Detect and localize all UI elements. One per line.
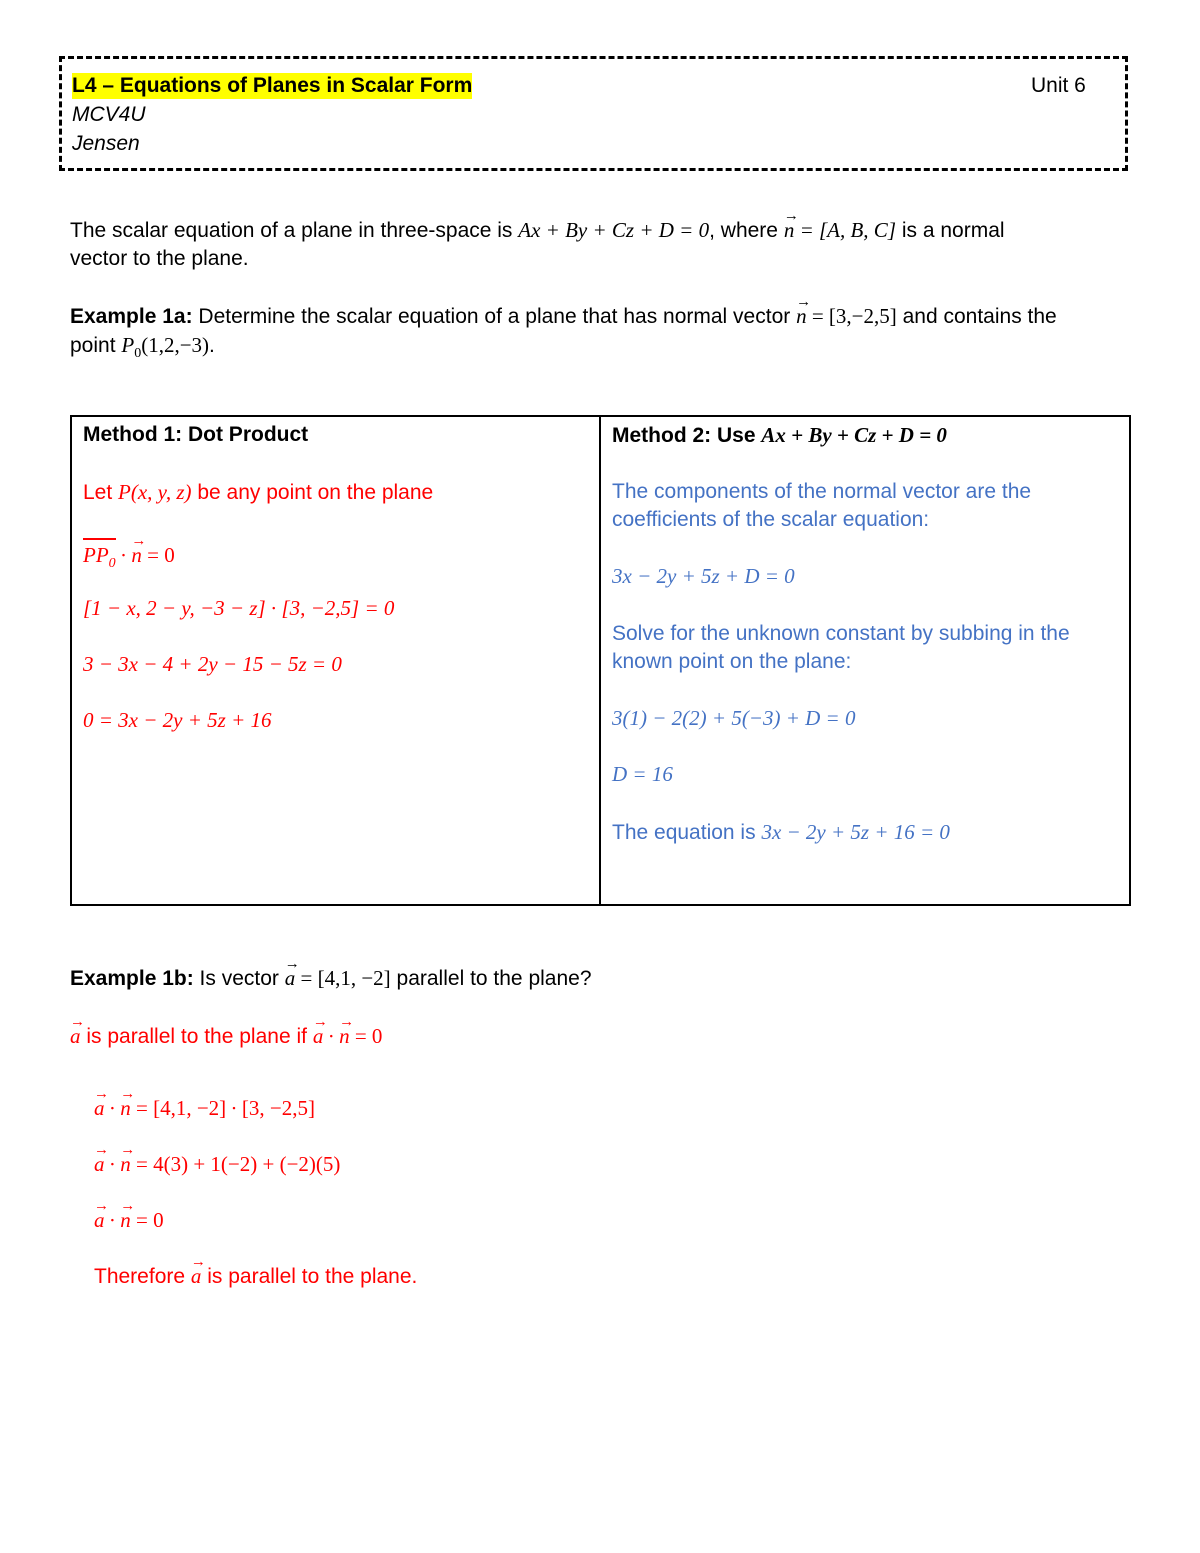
- intro-line-2: vector to the plane.: [70, 247, 249, 270]
- example-1a-line-2: point $P_0(1,2,-3)$.: [70, 333, 215, 362]
- example-1b-step-3: → a ∙ → n = 0: [94, 1206, 164, 1235]
- normal-vector-symbol: → n: [784, 216, 795, 244]
- method-2-equation-1: 3x − 2y + 5z + D = 0: [612, 564, 795, 588]
- method-1-step-3: 3 − 3x − 4 + 2y − 15 − 5z = 0: [83, 652, 342, 676]
- method-2-equation-3: D = 16: [612, 762, 673, 786]
- unit-label: Unit 6: [1031, 74, 1086, 97]
- method-2-text-1: The components of the normal vector are the: [612, 480, 1032, 503]
- method-1-dot-equation: $PP_0$ ∙ → n = 0: [83, 538, 175, 578]
- example-1b-step-2: → a ∙ → n = 4(3) + 1(−2) + (−2)(5): [94, 1150, 340, 1179]
- method-2-text-2: coefficients of the scalar equation:: [612, 508, 930, 531]
- table-divider: [599, 417, 601, 904]
- method-2-text-4: known point on the plane:: [612, 650, 852, 673]
- method-2-final: The equation is 3x − 2y + 5z + 16 = 0: [612, 820, 950, 844]
- example-1b-condition: → a is parallel to the plane if → a ∙ → n = 0: [70, 1022, 382, 1051]
- method-1-step-4: 0 = 3x − 2y + 5z + 16: [83, 708, 272, 732]
- methods-table: [70, 415, 1131, 906]
- method-2-text-3: Solve for the unknown constant by subbing in the: [612, 622, 1070, 645]
- page-title: L4 – Equations of Planes in Scalar Form: [72, 74, 473, 97]
- intro-line-1: The scalar equation of a plane in three-space is Ax + By + Cz + D = 0, where → n = [A, B, C] is a normal: [70, 216, 1005, 245]
- example-1b-step-1: → a ∙ → n = [4,1, −2] ∙ [3, −2,5]: [94, 1094, 315, 1123]
- method-1-heading: Method 1: Dot Product: [83, 423, 309, 446]
- method-1-step-2: [1 − x, 2 − y, −3 − z] ∙ [3, −2,5] = 0: [83, 596, 395, 620]
- course-code: MCV4U: [72, 103, 146, 126]
- example-1b-conclusion: Therefore → a is parallel to the plane.: [94, 1262, 417, 1291]
- teacher-name: Jensen: [72, 132, 140, 155]
- example-1a-line-1: Example 1a: Determine the scalar equation of a plane that has normal vector → n = [3,−2,5] and contains the: [70, 302, 1057, 331]
- method-2-heading: Method 2: Use Ax + By + Cz + D = 0: [612, 423, 947, 447]
- method-2-equation-2: 3(1) − 2(2) + 5(−3) + D = 0: [612, 706, 856, 730]
- example-1b-question: Example 1b: Is vector → a = [4,1, −2] parallel to the plane?: [70, 964, 592, 993]
- scalar-equation: Ax + By + Cz + D = 0: [518, 218, 710, 242]
- method-1-let: Let P(x, y, z) be any point on the plane: [83, 480, 434, 504]
